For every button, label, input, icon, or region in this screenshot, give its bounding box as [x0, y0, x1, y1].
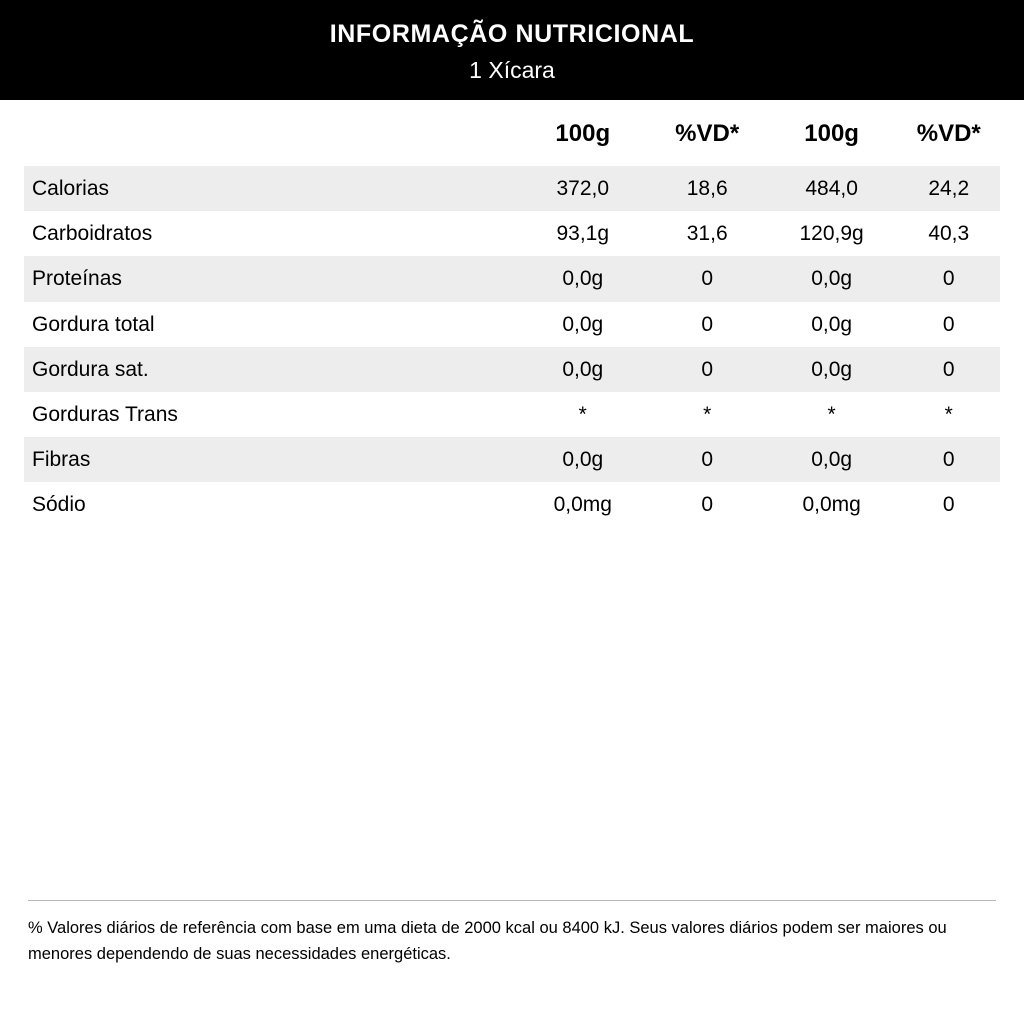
- nutrition-table: [24, 100, 1000, 528]
- row-label: Sódio: [24, 482, 517, 527]
- table-row: [24, 392, 1000, 437]
- row-label: Fibras: [24, 437, 517, 482]
- table-body: [24, 166, 1000, 528]
- footnote: [28, 900, 996, 968]
- row-amount-2: 0,0g: [766, 302, 898, 347]
- row-amount-2: 0,0g: [766, 347, 898, 392]
- row-dv-2: *: [898, 392, 1001, 437]
- row-dv-2: 0: [898, 437, 1001, 482]
- table-header-row: [24, 100, 1000, 166]
- row-dv-1: 0: [649, 482, 766, 527]
- table-header: [24, 100, 1000, 166]
- row-label: Gordura sat.: [24, 347, 517, 392]
- row-amount-2: *: [766, 392, 898, 437]
- row-label: Gordura total: [24, 302, 517, 347]
- row-dv-1: 18,6: [649, 166, 766, 211]
- nutrition-table-wrapper: [0, 100, 1024, 528]
- row-dv-1: 0: [649, 437, 766, 482]
- table-row: [24, 211, 1000, 256]
- row-amount-2: 0,0g: [766, 437, 898, 482]
- serving-size: 1 Xícara: [469, 56, 555, 83]
- footnote-divider: [28, 900, 996, 901]
- row-dv-2: 24,2: [898, 166, 1001, 211]
- table-row: [24, 482, 1000, 527]
- row-dv-2: 0: [898, 347, 1001, 392]
- column-header-dv-1: %VD*: [675, 120, 740, 147]
- row-dv-2: 0: [898, 302, 1001, 347]
- column-header-amount-2: 100g: [804, 120, 859, 147]
- page-title: INFORMAÇÃO NUTRICIONAL: [329, 19, 695, 48]
- label-header: [0, 0, 1024, 100]
- row-amount-2: 120,9g: [766, 211, 898, 256]
- table-row: [24, 437, 1000, 482]
- row-amount-1: 372,0: [517, 166, 649, 211]
- table-row: [24, 302, 1000, 347]
- row-dv-1: 0: [649, 256, 766, 301]
- row-amount-1: 0,0g: [517, 437, 649, 482]
- table-row: [24, 166, 1000, 211]
- row-amount-1: *: [517, 392, 649, 437]
- row-amount-1: 0,0g: [517, 256, 649, 301]
- row-dv-2: 40,3: [898, 211, 1001, 256]
- row-label: Carboidratos: [24, 211, 517, 256]
- column-header-amount-1: 100g: [555, 120, 611, 147]
- row-dv-1: 0: [649, 347, 766, 392]
- row-dv-2: 0: [898, 482, 1001, 527]
- row-amount-1: 0,0g: [517, 347, 649, 392]
- row-dv-2: 0: [898, 256, 1001, 301]
- row-dv-1: 0: [649, 302, 766, 347]
- row-amount-2: 0,0g: [766, 256, 898, 301]
- row-dv-1: 31,6: [649, 211, 766, 256]
- column-header-nutrient: [24, 100, 517, 166]
- column-header-dv-2: %VD*: [916, 120, 981, 147]
- table-row: [24, 256, 1000, 301]
- row-label: Calorias: [24, 166, 517, 211]
- row-label: Gorduras Trans: [24, 392, 517, 437]
- row-amount-2: 0,0mg: [766, 482, 898, 527]
- row-amount-2: 484,0: [766, 166, 898, 211]
- row-dv-1: *: [649, 392, 766, 437]
- footnote-text: % Valores diários de referência com base em uma dieta de 2000 kcal ou 8400 kJ. Seus valores diários podem ser maiores ou menores dependendo de suas necessidades energéticas.: [28, 918, 947, 964]
- row-amount-1: 0,0g: [517, 302, 649, 347]
- row-amount-1: 0,0mg: [517, 482, 649, 527]
- table-row: [24, 347, 1000, 392]
- row-label: Proteínas: [24, 256, 517, 301]
- row-amount-1: 93,1g: [517, 211, 649, 256]
